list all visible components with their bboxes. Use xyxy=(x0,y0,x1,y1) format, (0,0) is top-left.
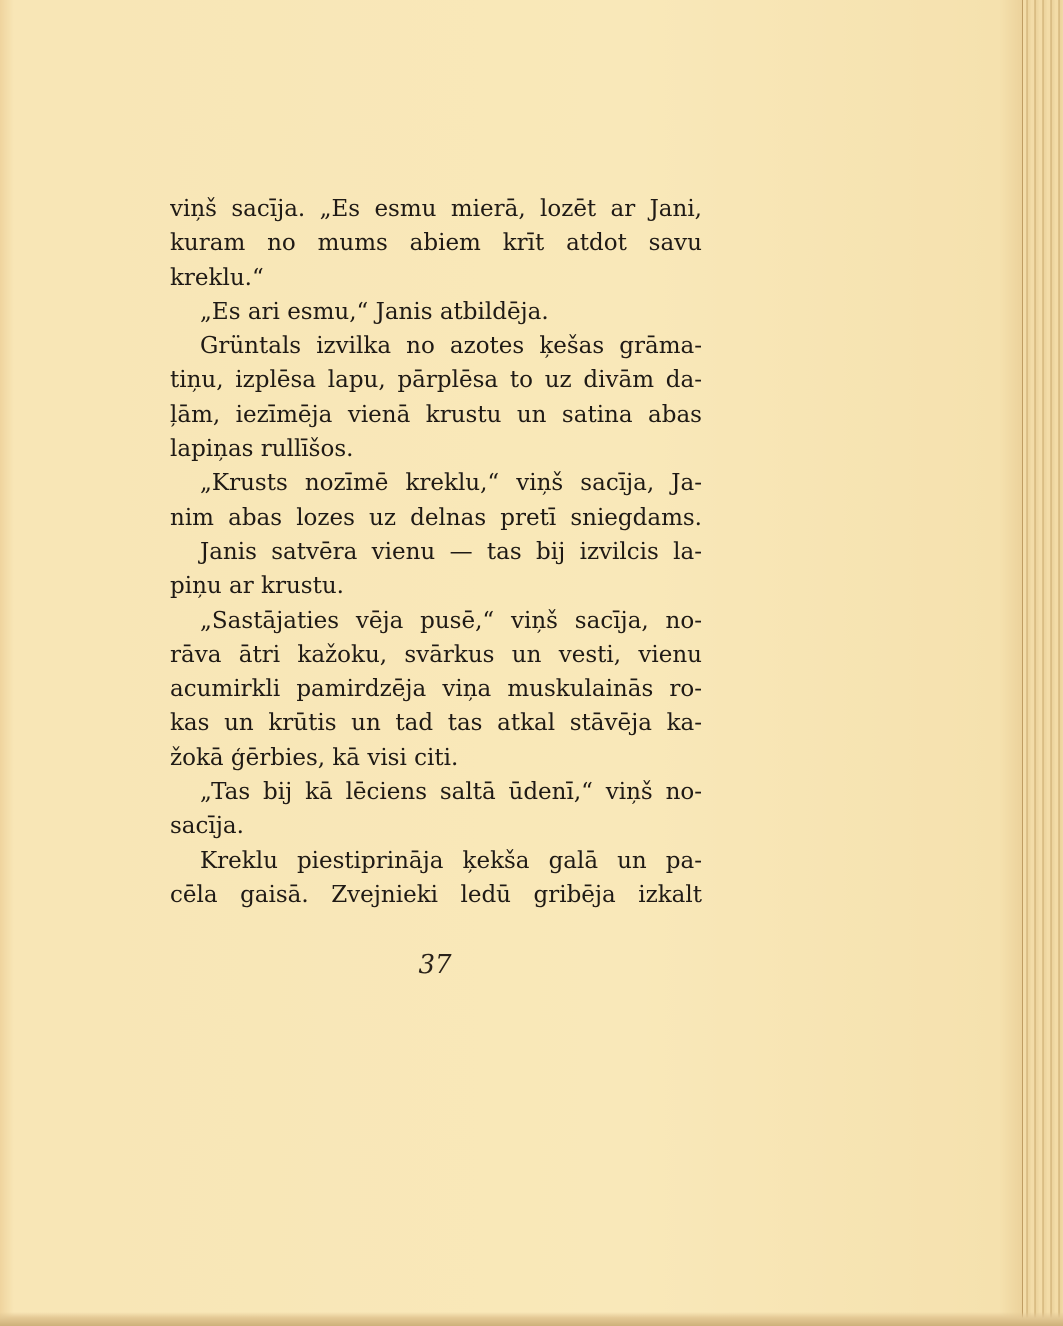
text-line: rāva ātri kažoku, svārkus un vesti, vienu xyxy=(170,641,702,668)
text-line: cēla gaisā. Zvejnieki ledū gribēja izkalt xyxy=(170,881,702,908)
text-line: Grüntals izvilka no azotes ķešas grāma- xyxy=(200,333,702,360)
page-bottom-edge xyxy=(0,1312,1063,1326)
text-line: ļām, iezīmēja vienā krustu un satina abas xyxy=(170,401,702,428)
body-text xyxy=(170,192,702,912)
text-line: Kreklu piestiprināja ķekša galā un pa- xyxy=(200,847,702,874)
page-number: 37 xyxy=(418,950,452,980)
text-line: Janis satvēra vienu — tas bij izvilcis la- xyxy=(200,538,702,565)
text-line: kas un krūtis un tad tas atkal stāvēja ka- xyxy=(170,710,702,737)
text-line: acumirkli pamirdzēja viņa muskulainās ro- xyxy=(170,676,702,703)
text-line: nim abas lozes uz delnas pretī sniegdams. xyxy=(170,504,702,531)
text-line: viņš sacīja. „Es esmu mierā, lozēt ar Jani, xyxy=(170,196,702,222)
text-line: „Es ari esmu,“ Janis atbildēja. xyxy=(200,298,549,325)
text-line: sacīja. xyxy=(170,813,244,840)
text-line: kreklu.“ xyxy=(170,264,264,291)
text-line: „Krusts nozīmē kreklu,“ viņš sacīja, Ja- xyxy=(200,470,702,497)
text-line: „Tas bij kā lēciens saltā ūdenī,“ viņš no- xyxy=(200,779,702,806)
text-line: piņu ar krustu. xyxy=(170,573,344,600)
page-edge-stack xyxy=(1022,0,1063,1326)
text-line: tiņu, izplēsa lapu, pārplēsa to uz divām da- xyxy=(170,367,702,394)
text-line: kuram no mums abiem krīt atdot savu xyxy=(170,230,702,257)
text-line: lapiņas rullīšos. xyxy=(170,436,354,463)
text-line: „Sastājaties vēja pusē,“ viņš sacīja, no- xyxy=(200,607,702,634)
text-line: žokā ģērbies, kā visi citi. xyxy=(170,744,459,771)
